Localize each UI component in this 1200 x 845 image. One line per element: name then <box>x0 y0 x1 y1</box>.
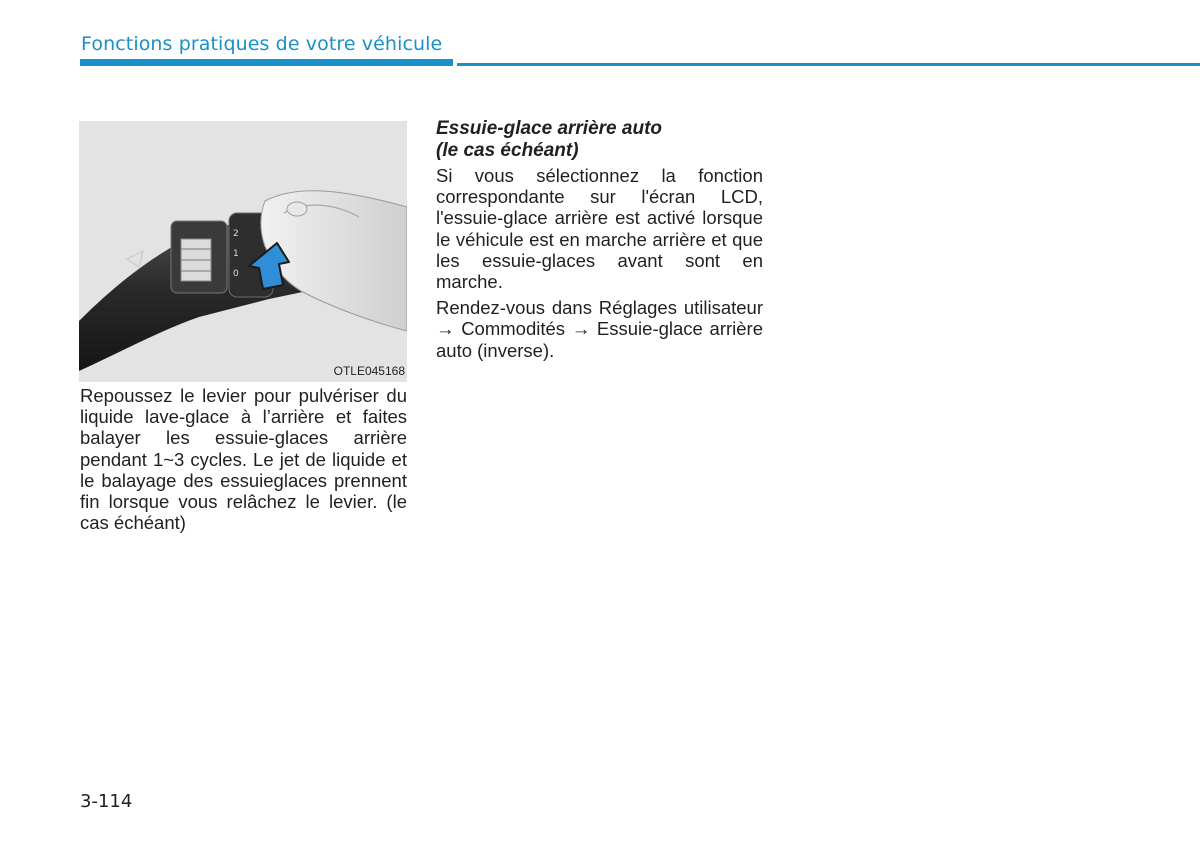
header-rule-thick <box>80 59 453 66</box>
header-rule-thin <box>457 63 1200 66</box>
right-column <box>436 118 763 366</box>
section-title: Fonctions pratiques de votre véhicule <box>81 33 443 55</box>
heading-line-1: Essuie-glace arrière auto <box>436 118 662 139</box>
wiper-lever-illustration <box>79 121 407 382</box>
svg-text:1: 1 <box>233 249 239 259</box>
page-number: 3-114 <box>80 791 133 812</box>
figure-code: OTLE045168 <box>333 364 405 378</box>
lever-instructions-paragraph: Repoussez le levier pour pulvériser du liquide lave-glace à l’arrière et faites balayer les essuie-glaces arrière pendant 1~3 cycles. Le jet de liquide et le balayage des essuieglaces prennent fin lorsque vous relâchez le levier. (le cas échéant) <box>80 385 407 534</box>
left-column <box>80 385 407 533</box>
svg-text:0: 0 <box>233 269 239 279</box>
settings-path-paragraph: Rendez-vous dans Réglages utilisateur → Commodités → Essuie-glace arrière auto (inverse). <box>436 297 763 361</box>
svg-text:2: 2 <box>233 229 239 239</box>
auto-rear-wiper-heading <box>436 118 763 162</box>
heading-line-2: (le cas échéant) <box>436 140 579 161</box>
wiper-symbol-icon <box>127 251 143 267</box>
lcd-setting-paragraph: Si vous sélectionnez la fonction correspondante sur l'écran LCD, l'essuie-glace arrière est activé lorsque le véhicule est en marche arrière et que les essuie-glaces avant sont en marche. <box>436 165 763 293</box>
lever-drawing <box>79 121 407 382</box>
